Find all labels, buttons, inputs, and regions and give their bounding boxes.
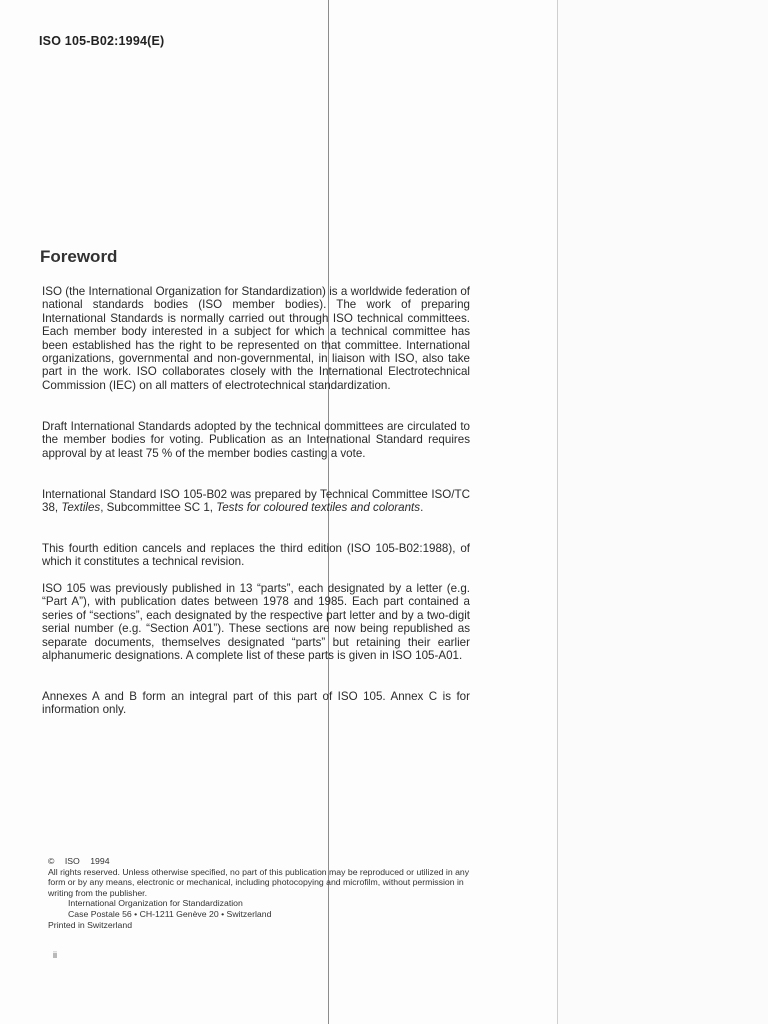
prepared-by-mid: , Subcommittee SC 1, bbox=[100, 501, 217, 515]
paragraph-text: This fourth edition cancels and replaces the third edition (ISO 105-B02:1988), of which it constitutes a technical revision. bbox=[42, 542, 470, 569]
copyright-line: © ISO 1994 bbox=[48, 856, 110, 866]
prepared-by-end: . bbox=[420, 501, 424, 515]
paragraph-text: Draft International Standards adopted by the technical committees are circulated to the member bodies for voting. Publication as an International Standard requires approval by at least 75 % of the member bodies casting a vote. bbox=[42, 420, 470, 460]
paragraph-text: ISO 105 was previously published in 13 “parts”, each designated by a letter (e.g. “Part A”), with publication dates between 1978 and 1985. Each part contained a series of “sections”, each designated by the respective part letter and by a two-digit serial number (e.g. “Section A01”). These sections are now being republished as separate documents, themselves designated “parts” but retaining their earlier alphanumeric designations. A complete list of these parts is given in ISO 105-A01. bbox=[42, 582, 470, 663]
foreword-paragraph-parts bbox=[42, 582, 470, 662]
sc-name: Tests for coloured textiles and colorants bbox=[216, 501, 421, 515]
foreword-paragraph-annexes bbox=[42, 690, 470, 717]
foreword-paragraph-prepared-by bbox=[42, 488, 470, 515]
page-edge-line bbox=[557, 0, 558, 1024]
page-number: ii bbox=[53, 950, 57, 960]
printed-location: Printed in Switzerland bbox=[48, 919, 133, 930]
rights-notice: All rights reserved. Unless otherwise specified, no part of this publication may be reproduced or utilized in any form or by any means, electronic or mechanical, including photocopying and microfilm, without permission in writing from the publisher. bbox=[48, 866, 470, 898]
copyright-footer bbox=[48, 856, 478, 930]
foreword-paragraph-edition bbox=[42, 542, 470, 569]
paragraph-text bbox=[42, 488, 470, 515]
foreword-paragraph-2 bbox=[42, 420, 470, 460]
tc-name: Textiles bbox=[61, 501, 101, 515]
scan-edge-area bbox=[558, 0, 768, 1024]
organization-name: International Organization for Standardization bbox=[68, 898, 243, 909]
paragraph-text: ISO (the International Organization for Standardization) is a worldwide federation of national standards bodies (ISO member bodies). The work of preparing International Standards is normally carried out through ISO technical committees. Each member body interested in a subject for which a technical committee has been established has the right to be represented on that committee. International organizations, governmental and non-governmental, in liaison with ISO, also take part in the work. ISO collaborates closely with the International Electrotechnical Commission (IEC) on all matters of electrotechnical standardization. bbox=[42, 285, 470, 392]
prepared-by-lead: International Standard ISO 105-B02 was prepared by Technical Committee ISO/TC 38, bbox=[42, 488, 470, 515]
organization-address: Case Postale 56 • CH-1211 Genève 20 • Switzerland bbox=[68, 908, 272, 919]
standard-id: ISO 105-B02:1994(E) bbox=[39, 34, 165, 48]
foreword-heading: Foreword bbox=[40, 247, 118, 266]
paragraph-text: Annexes A and B form an integral part of this part of ISO 105. Annex C is for information only. bbox=[42, 690, 470, 717]
foreword-paragraph-1 bbox=[42, 285, 470, 392]
